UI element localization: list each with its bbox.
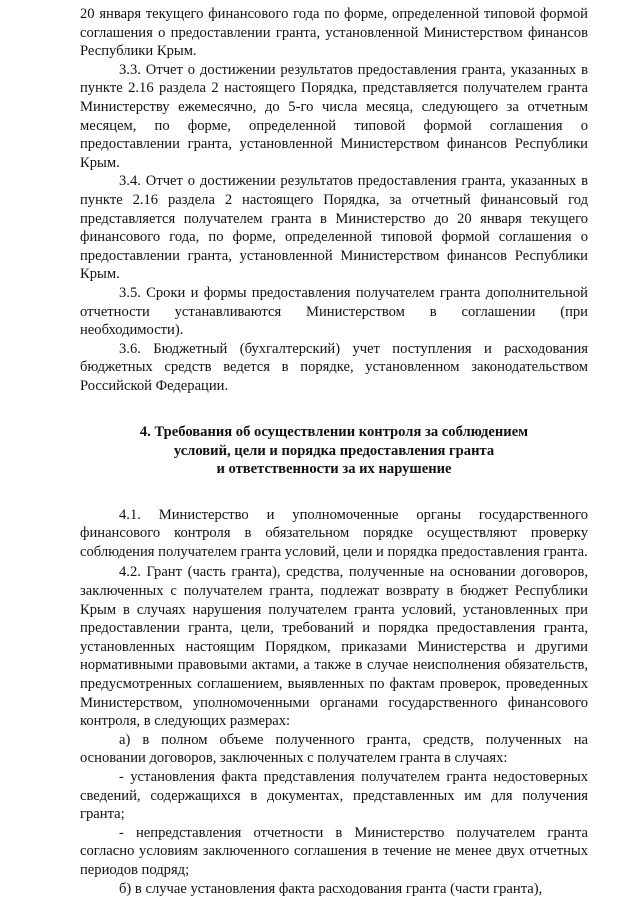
paragraph-3-2-continuation: 20 января текущего финансового года по форме, определенной типовой формой соглашения о предоставлении гранта, установленной Министерством финансов Республики Крым.: [80, 6, 588, 60]
section-4-heading-line-2: условий, цели и порядка предоставления гранта: [173, 442, 495, 459]
section-4-heading-line-1: 4. Требования об осуществлении контроля за соблюдением: [139, 424, 529, 441]
paragraph-4-2-a-item-1: - установления факта представления получателем гранта недостоверных сведений, содержащихся в документах, представленных им для получения гранта;: [80, 769, 588, 823]
section-4-heading: [80, 423, 588, 478]
paragraph-3-6: 3.6. Бюджетный (бухгалтерский) учет поступления и расходования бюджетных средств ведется в порядке, установленном законодательством Российской Федерации.: [80, 340, 588, 394]
paragraph-3-5: 3.5. Сроки и формы предоставления получателем гранта дополнительной отчетности устанавливаются Министерством в соглашении (при необходимости).: [80, 284, 588, 339]
paragraph-4-2-a: а) в полном объеме полученного гранта, средств, полученных на основании договоров, заключенных с получателем гранта в случаях:: [80, 731, 588, 767]
paragraph-4-1: 4.1. Министерство и уполномоченные органы государственного финансового контроля в обязательном порядке осуществляют проверку соблюдения получателем гранта условий, цели и порядка предоставления гранта.: [80, 506, 588, 560]
section-4-heading-line-3: и ответственности за их нарушение: [216, 461, 452, 478]
paragraph-3-3: 3.3. Отчет о достижении результатов предоставления гранта, указанных в пункте 2.16 раздела 2 настоящего Порядка, представляется получателем гранта Министерству ежемесячно, до 5-го числа месяца, следующего за отчетным месяцем, по форме, определенной типовой формой соглашения о предоставлении гранта, установленной Министерством финансов Республики Крым.: [80, 61, 588, 171]
document-page: [80, 5, 588, 898]
paragraph-4-2-b: б) в случае установления факта расходования гранта (части гранта),: [119, 880, 543, 897]
paragraph-4-2: 4.2. Грант (часть гранта), средства, полученные на основании договоров, заключенных с получателем гранта, подлежат возврату в бюджет Республики Крым в случаях нарушения получателем гранта условий, установленных при предоставлении гранта, цели, требований и порядка предоставления гранта, установленных настоящим Порядком, приказами Министерства и другими нормативными правовыми актами, а также в случае неисполнения обязательств, предусмотренных соглашением, выявленных по фактам проверок, проведенных Министерством, уполномоченными органами государственного финансового контроля, в следующих размерах:: [80, 564, 588, 730]
paragraph-4-2-a-item-2: - непредставления отчетности в Министерство получателем гранта согласно условиям заключенного соглашения в течение не менее двух отчетных периодов подряд;: [80, 824, 588, 878]
paragraph-3-4: 3.4. Отчет о достижении результатов предоставления гранта, указанных в пункте 2.16 раздела 2 настоящего Порядка, за отчетный финансовый год представляется получателем гранта в Министерство до 20 января текущего финансового года, по форме, определенной типовой формой соглашения о предоставлении гранта, установленной Министерством финансов Республики Крым.: [80, 173, 588, 283]
